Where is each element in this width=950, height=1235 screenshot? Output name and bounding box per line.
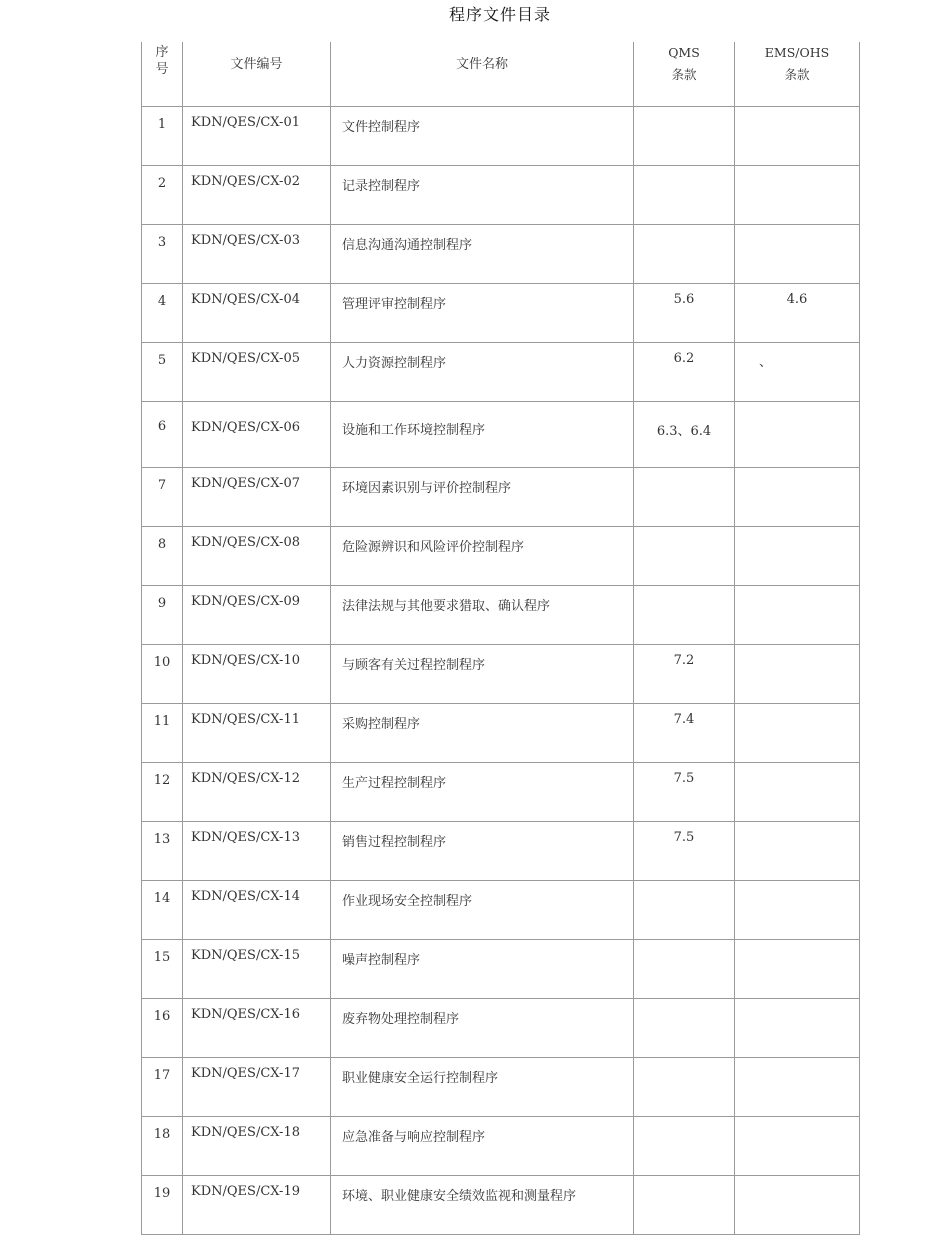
row-document-code: KDN/QES/CX-14 (183, 881, 331, 940)
row-qms-clause (634, 1058, 735, 1117)
row-document-name: 法律法规与其他要求猎取、确认程序 (331, 586, 634, 645)
header-ems-line1: EMS/OHS (764, 45, 830, 60)
row-qms-clause (634, 881, 735, 940)
row-document-name: 噪声控制程序 (331, 940, 634, 999)
row-document-name: 环境、职业健康安全绩效监视和测量程序 (331, 1176, 634, 1235)
row-document-name: 设施和工作环境控制程序 (331, 402, 634, 468)
row-qms-clause (634, 225, 735, 284)
row-qms-clause (634, 1176, 735, 1235)
row-document-code: KDN/QES/CX-06 (183, 402, 331, 468)
header-qms-line1: QMS (668, 45, 700, 60)
row-qms-clause (634, 586, 735, 645)
table-row (142, 527, 860, 586)
row-qms-clause: 7.2 (634, 645, 735, 704)
table-row (142, 166, 860, 225)
row-ems-ohs-clause (735, 166, 860, 225)
row-document-name: 生产过程控制程序 (331, 763, 634, 822)
table-row (142, 1058, 860, 1117)
row-document-code: KDN/QES/CX-15 (183, 940, 331, 999)
row-document-code: KDN/QES/CX-04 (183, 284, 331, 343)
table-row (142, 468, 860, 527)
row-serial-number: 3 (142, 225, 183, 284)
row-serial-number: 9 (142, 586, 183, 645)
table-row (142, 1176, 860, 1235)
row-document-code: KDN/QES/CX-12 (183, 763, 331, 822)
row-document-code: KDN/QES/CX-08 (183, 527, 331, 586)
row-serial-number: 1 (142, 107, 183, 166)
row-ems-ohs-clause (735, 225, 860, 284)
row-qms-clause: 6.2 (634, 343, 735, 402)
table-body (142, 107, 860, 1235)
row-qms-clause (634, 527, 735, 586)
table-row (142, 343, 860, 402)
table-row (142, 999, 860, 1058)
table-row (142, 704, 860, 763)
row-ems-ohs-clause (735, 940, 860, 999)
row-ems-ohs-clause (735, 881, 860, 940)
row-document-code: KDN/QES/CX-16 (183, 999, 331, 1058)
row-document-name: 人力资源控制程序 (331, 343, 634, 402)
procedure-document-table (141, 42, 860, 1235)
row-document-name: 环境因素识别与评价控制程序 (331, 468, 634, 527)
row-document-code: KDN/QES/CX-03 (183, 225, 331, 284)
row-ems-ohs-clause: 4.6 (735, 284, 860, 343)
header-qms-clause (634, 42, 735, 107)
row-serial-number: 18 (142, 1117, 183, 1176)
header-serial-line2: 号 (155, 62, 169, 77)
row-ems-ohs-clause (735, 763, 860, 822)
row-document-code: KDN/QES/CX-13 (183, 822, 331, 881)
row-qms-clause: 7.5 (634, 822, 735, 881)
row-qms-clause (634, 999, 735, 1058)
row-document-name: 文件控制程序 (331, 107, 634, 166)
row-document-code: KDN/QES/CX-19 (183, 1176, 331, 1235)
header-qms-line2: 条款 (671, 67, 697, 82)
row-ems-ohs-clause (735, 704, 860, 763)
page-title: 程序文件目录 (448, 5, 551, 24)
row-serial-number: 19 (142, 1176, 183, 1235)
row-document-name: 信息沟通沟通控制程序 (331, 225, 634, 284)
header-document-name: 文件名称 (331, 42, 634, 107)
row-serial-number: 7 (142, 468, 183, 527)
table-row (142, 881, 860, 940)
table-row (142, 402, 860, 468)
row-serial-number: 13 (142, 822, 183, 881)
row-ems-ohs-clause (735, 1117, 860, 1176)
row-serial-number: 16 (142, 999, 183, 1058)
row-qms-clause: 6.3、6.4 (634, 402, 735, 468)
row-serial-number: 6 (142, 402, 183, 468)
row-serial-number: 10 (142, 645, 183, 704)
header-document-code: 文件编号 (183, 42, 331, 107)
row-serial-number: 2 (142, 166, 183, 225)
row-document-name: 危险源辨识和风险评价控制程序 (331, 527, 634, 586)
header-serial-number (142, 42, 183, 107)
row-ems-ohs-clause (735, 1176, 860, 1235)
row-ems-ohs-clause (735, 999, 860, 1058)
row-ems-ohs-clause (735, 822, 860, 881)
row-qms-clause (634, 940, 735, 999)
row-qms-clause: 7.5 (634, 763, 735, 822)
row-serial-number: 5 (142, 343, 183, 402)
row-serial-number: 12 (142, 763, 183, 822)
row-serial-number: 8 (142, 527, 183, 586)
header-ems-ohs-clause (735, 42, 860, 107)
row-ems-ohs-clause (735, 1058, 860, 1117)
row-document-code: KDN/QES/CX-05 (183, 343, 331, 402)
row-ems-ohs-clause (735, 527, 860, 586)
row-ems-ohs-clause: 、 (735, 343, 860, 402)
row-ems-ohs-clause (735, 468, 860, 527)
table-row (142, 822, 860, 881)
table-row (142, 225, 860, 284)
row-document-name: 作业现场安全控制程序 (331, 881, 634, 940)
row-qms-clause: 7.4 (634, 704, 735, 763)
row-serial-number: 17 (142, 1058, 183, 1117)
table-row (142, 645, 860, 704)
row-serial-number: 15 (142, 940, 183, 999)
row-qms-clause (634, 1117, 735, 1176)
row-qms-clause (634, 468, 735, 527)
table-row (142, 763, 860, 822)
row-document-name: 记录控制程序 (331, 166, 634, 225)
row-serial-number: 14 (142, 881, 183, 940)
table-row (142, 586, 860, 645)
header-serial-line1: 序 (155, 45, 169, 60)
row-document-name: 销售过程控制程序 (331, 822, 634, 881)
row-document-name: 废弃物处理控制程序 (331, 999, 634, 1058)
row-ems-ohs-clause (735, 107, 860, 166)
table-row (142, 284, 860, 343)
table-row (142, 940, 860, 999)
row-document-code: KDN/QES/CX-18 (183, 1117, 331, 1176)
header-row (142, 42, 860, 107)
row-document-name: 采购控制程序 (331, 704, 634, 763)
row-document-name: 管理评审控制程序 (331, 284, 634, 343)
row-document-name: 应急准备与响应控制程序 (331, 1117, 634, 1176)
row-serial-number: 4 (142, 284, 183, 343)
row-ems-ohs-clause (735, 402, 860, 468)
row-document-name: 职业健康安全运行控制程序 (331, 1058, 634, 1117)
header-ems-line2: 条款 (784, 67, 810, 82)
row-document-code: KDN/QES/CX-07 (183, 468, 331, 527)
row-qms-clause (634, 166, 735, 225)
row-document-code: KDN/QES/CX-02 (183, 166, 331, 225)
table-row (142, 107, 860, 166)
table-row (142, 1117, 860, 1176)
table-header (142, 42, 860, 107)
row-document-name: 与顾客有关过程控制程序 (331, 645, 634, 704)
row-qms-clause: 5.6 (634, 284, 735, 343)
row-ems-ohs-clause (735, 645, 860, 704)
row-serial-number: 11 (142, 704, 183, 763)
row-qms-clause (634, 107, 735, 166)
row-document-code: KDN/QES/CX-01 (183, 107, 331, 166)
row-document-code: KDN/QES/CX-09 (183, 586, 331, 645)
row-document-code: KDN/QES/CX-10 (183, 645, 331, 704)
row-document-code: KDN/QES/CX-17 (183, 1058, 331, 1117)
row-ems-ohs-clause (735, 586, 860, 645)
row-document-code: KDN/QES/CX-11 (183, 704, 331, 763)
